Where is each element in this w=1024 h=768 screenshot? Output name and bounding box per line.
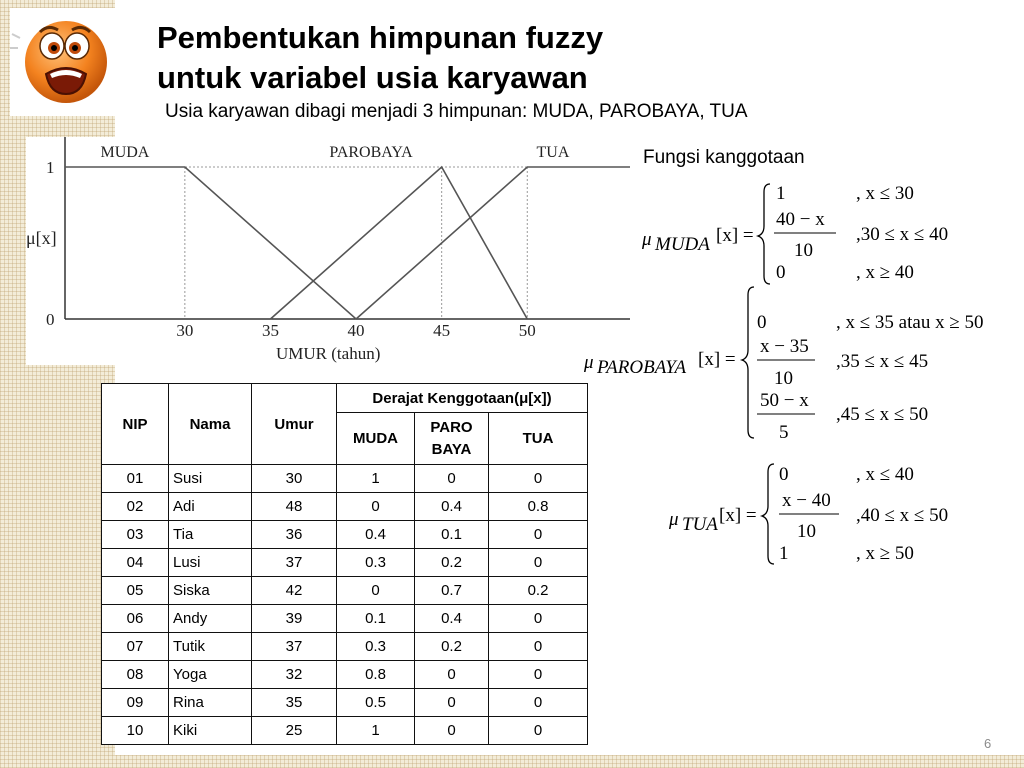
cell-umur: 25 — [252, 717, 337, 745]
cell-muda: 1 — [337, 465, 415, 493]
formula-tua-brace — [762, 464, 774, 564]
cell-nama: Adi — [169, 493, 252, 521]
formula-tua-cond-2: ,40 ≤ x ≤ 50 — [856, 505, 949, 526]
header-membership-degree: Derajat Kenggotaan(μ[x]) — [337, 384, 588, 413]
formula-muda-brace — [758, 184, 770, 284]
cell-tua: 0 — [489, 605, 588, 633]
cell-tua: 0 — [489, 549, 588, 577]
cell-nip: 03 — [102, 521, 169, 549]
cell-umur: 42 — [252, 577, 337, 605]
cell-muda: 0 — [337, 493, 415, 521]
formula-parobaya-den-3: 5 — [779, 422, 789, 443]
cell-muda: 0.8 — [337, 661, 415, 689]
membership-function-label: Fungsi kanggotaan — [643, 147, 805, 168]
cell-nip: 01 — [102, 465, 169, 493]
cell-parobaya: 0.2 — [415, 549, 489, 577]
formula-parobaya-mu: μ — [584, 352, 594, 373]
formula-tua-mu: μ — [669, 509, 679, 530]
cell-tua: 0 — [489, 633, 588, 661]
cell-umur: 30 — [252, 465, 337, 493]
formula-muda-case-1: 1 — [776, 183, 786, 204]
y-axis-label: μ[x] — [26, 228, 57, 248]
membership-chart — [26, 137, 630, 365]
decorative-bottom-strip — [0, 755, 1024, 768]
header-parobaya-line-2: BAYA — [431, 440, 472, 458]
cell-parobaya: 0.2 — [415, 633, 489, 661]
formula-tua-cond-3: , x ≥ 50 — [856, 543, 914, 564]
cell-nama: Rina — [169, 689, 252, 717]
series-line-parobaya — [270, 167, 527, 319]
formula-tua-sub: TUA — [682, 514, 718, 535]
cell-tua: 0 — [489, 717, 588, 745]
cell-tua: 0 — [489, 521, 588, 549]
header-umur: Umur — [252, 384, 337, 465]
formula-muda-case-3: 0 — [776, 262, 786, 283]
formula-parobaya-cond-1: , x ≤ 35 atau x ≥ 50 — [836, 312, 984, 333]
cell-tua: 0.2 — [489, 577, 588, 605]
page-number: 6 — [984, 736, 992, 751]
cell-nama: Tutik — [169, 633, 252, 661]
formula-parobaya — [583, 287, 984, 443]
formula-tua-den-2: 10 — [797, 521, 816, 542]
formula-muda-num-2: 40 − x — [776, 209, 825, 230]
x-axis-label: UMUR (tahun) — [276, 344, 381, 363]
x-tick-label: 50 — [518, 321, 536, 340]
table-row — [102, 465, 588, 493]
cell-nama: Siska — [169, 577, 252, 605]
table-row — [102, 633, 588, 661]
cell-parobaya: 0.7 — [415, 577, 489, 605]
x-tick-label: 40 — [347, 321, 365, 340]
cell-nip: 07 — [102, 633, 169, 661]
cell-nama: Tia — [169, 521, 252, 549]
cell-muda: 1 — [337, 717, 415, 745]
formula-parobaya-num-2: x − 35 — [760, 336, 809, 357]
y-tick-label: 1 — [46, 158, 55, 177]
cell-muda: 0.3 — [337, 549, 415, 577]
cell-nama: Lusi — [169, 549, 252, 577]
formula-tua — [668, 464, 948, 564]
membership-degree-table — [101, 383, 588, 745]
title-line-2: untuk variabel usia karyawan — [157, 60, 588, 95]
formula-muda — [641, 183, 948, 284]
formula-tua-cond-1: , x ≤ 40 — [856, 464, 914, 485]
y-tick-label: 0 — [46, 310, 55, 329]
formula-muda-cond-2: ,30 ≤ x ≤ 40 — [856, 224, 949, 245]
cell-parobaya: 0.1 — [415, 521, 489, 549]
cell-tua: 0.8 — [489, 493, 588, 521]
table-row — [102, 717, 588, 745]
cell-umur: 37 — [252, 549, 337, 577]
formula-parobaya-num-3: 50 − x — [760, 390, 809, 411]
title-line-1: Pembentukan himpunan fuzzy — [157, 20, 604, 55]
header-muda: MUDA — [337, 413, 415, 465]
formula-tua-case-3: 1 — [779, 543, 789, 564]
cell-umur: 37 — [252, 633, 337, 661]
cell-umur: 32 — [252, 661, 337, 689]
cell-nama: Kiki — [169, 717, 252, 745]
cell-muda: 0 — [337, 577, 415, 605]
table-row — [102, 549, 588, 577]
series-label-muda: MUDA — [100, 144, 150, 161]
x-tick-label: 30 — [176, 321, 194, 340]
cell-umur: 48 — [252, 493, 337, 521]
x-tick-label: 35 — [261, 321, 279, 340]
cell-parobaya: 0 — [415, 465, 489, 493]
cell-nama: Susi — [169, 465, 252, 493]
cell-umur: 39 — [252, 605, 337, 633]
cell-nama: Andy — [169, 605, 252, 633]
cell-muda: 0.1 — [337, 605, 415, 633]
formula-tua-case-1: 0 — [779, 464, 789, 485]
formula-parobaya-cond-3: ,45 ≤ x ≤ 50 — [836, 404, 929, 425]
series-label-tua: TUA — [536, 144, 570, 161]
formula-parobaya-brace — [742, 287, 754, 438]
formula-muda-den-2: 10 — [794, 240, 813, 261]
cell-nama: Yoga — [169, 661, 252, 689]
table-row — [102, 493, 588, 521]
header-parobaya — [415, 413, 489, 465]
header-parobaya-line-1: PARO — [430, 418, 473, 436]
logo-panel — [10, 8, 116, 116]
cell-nip: 05 — [102, 577, 169, 605]
cell-nip: 06 — [102, 605, 169, 633]
cell-nip: 10 — [102, 717, 169, 745]
table-row — [102, 605, 588, 633]
cell-parobaya: 0 — [415, 689, 489, 717]
x-tick-label: 45 — [433, 321, 451, 340]
cell-muda: 0.4 — [337, 521, 415, 549]
formula-muda-x: [x] = — [716, 225, 754, 246]
table-row — [102, 521, 588, 549]
formula-tua-num-2: x − 40 — [782, 490, 831, 511]
cell-umur: 35 — [252, 689, 337, 717]
cell-nip: 08 — [102, 661, 169, 689]
header-nip: NIP — [102, 384, 169, 465]
formula-parobaya-den-2: 10 — [774, 368, 793, 389]
cell-muda: 0.5 — [337, 689, 415, 717]
table-row — [102, 689, 588, 717]
formula-parobaya-case-1: 0 — [757, 312, 767, 333]
cell-nip: 09 — [102, 689, 169, 717]
membership-chart-svg — [26, 137, 630, 365]
scared-face-emoji-icon — [10, 8, 116, 116]
formula-parobaya-cond-2: ,35 ≤ x ≤ 45 — [836, 351, 929, 372]
table-row — [102, 577, 588, 605]
formula-muda-cond-3: , x ≥ 40 — [856, 262, 914, 283]
cell-tua: 0 — [489, 689, 588, 717]
cell-parobaya: 0.4 — [415, 493, 489, 521]
cell-parobaya: 0 — [415, 661, 489, 689]
cell-parobaya: 0 — [415, 717, 489, 745]
cell-tua: 0 — [489, 465, 588, 493]
slide-subtitle: Usia karyawan dibagi menjadi 3 himpunan: MUDA, PAROBAYA, TUA — [165, 101, 748, 122]
table-row — [102, 661, 588, 689]
formula-muda-mu: μ — [642, 229, 652, 250]
cell-nip: 04 — [102, 549, 169, 577]
cell-muda: 0.3 — [337, 633, 415, 661]
formula-tua-x: [x] = — [719, 505, 757, 526]
slide-title — [157, 18, 603, 98]
header-tua: TUA — [489, 413, 588, 465]
header-nama: Nama — [169, 384, 252, 465]
cell-umur: 36 — [252, 521, 337, 549]
cell-parobaya: 0.4 — [415, 605, 489, 633]
series-line-tua — [356, 167, 630, 319]
formula-muda-cond-1: , x ≤ 30 — [856, 183, 914, 204]
series-line-muda — [65, 167, 630, 319]
series-label-parobaya: PAROBAYA — [329, 144, 413, 161]
formula-parobaya-x: [x] = — [698, 349, 736, 370]
formula-muda-sub: MUDA — [655, 234, 710, 255]
cell-nip: 02 — [102, 493, 169, 521]
cell-tua: 0 — [489, 661, 588, 689]
formula-parobaya-sub: PAROBAYA — [597, 357, 687, 378]
